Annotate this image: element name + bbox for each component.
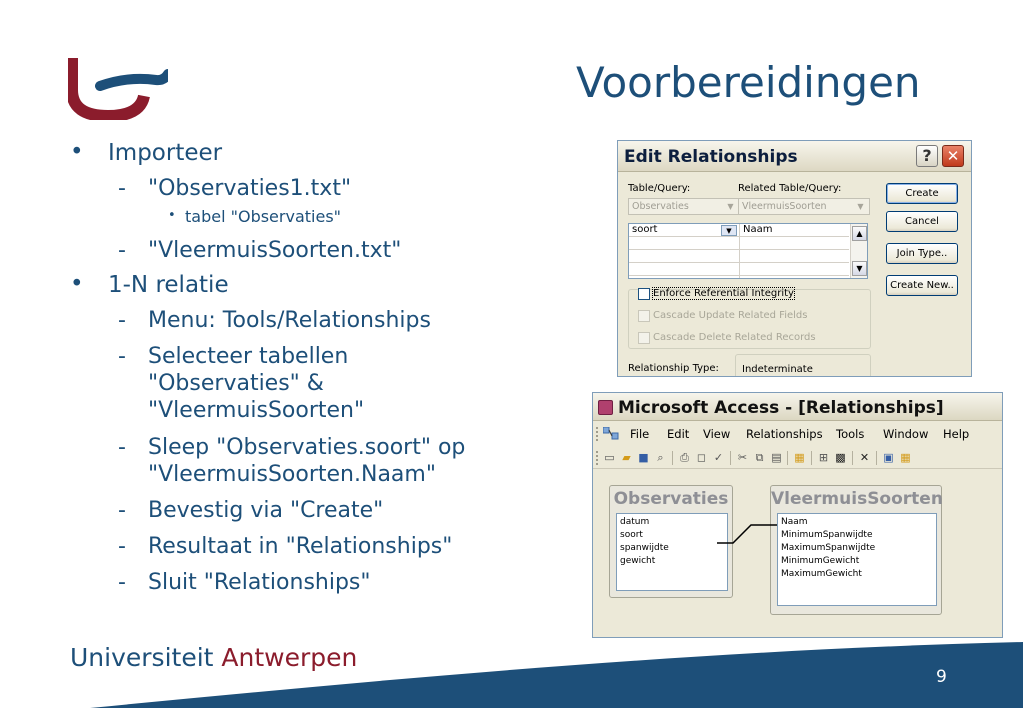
bullet-dot-icon: •: [70, 139, 84, 165]
field-item[interactable]: spanwijdte: [620, 543, 669, 553]
edit-relationships-dialog: [617, 140, 972, 377]
cut-icon[interactable]: ✂: [737, 451, 748, 464]
cancel-button[interactable]: Cancel: [886, 211, 958, 232]
print-preview-icon[interactable]: ◻: [696, 451, 707, 464]
field-item[interactable]: MaximumSpanwijdte: [781, 543, 876, 553]
window-title: Microsoft Access - [Relationships]: [618, 398, 944, 418]
related-table-label: Related Table/Query:: [738, 183, 842, 194]
help-button[interactable]: ?: [916, 145, 938, 167]
menu-edit[interactable]: Edit: [667, 427, 690, 441]
print-icon[interactable]: ⎙: [680, 451, 689, 464]
close-button[interactable]: ✕: [942, 145, 964, 167]
join-type-button[interactable]: Join Type..: [886, 243, 958, 264]
search-icon[interactable]: ⌕: [657, 451, 664, 464]
table-query-select[interactable]: Observaties ▼: [628, 198, 740, 215]
menu-tools[interactable]: Tools: [836, 427, 865, 441]
grid-scrollbar[interactable]: [850, 224, 867, 278]
field-item[interactable]: datum: [620, 517, 650, 527]
page-number: 9: [936, 667, 947, 687]
paste-icon[interactable]: ▤: [771, 451, 782, 464]
field-mapping-grid: [628, 223, 868, 279]
menu-file[interactable]: File: [630, 427, 650, 441]
field-item[interactable]: soort: [620, 530, 643, 540]
menu-help[interactable]: Help: [943, 427, 970, 441]
field-item[interactable]: Naam: [781, 517, 808, 527]
slide-title: Voorbereidingen: [576, 58, 921, 107]
university-logo: [68, 50, 168, 120]
chevron-down-icon: ▼: [727, 202, 734, 211]
field-item[interactable]: MinimumSpanwijdte: [781, 530, 873, 540]
field-item[interactable]: MaximumGewicht: [781, 569, 862, 579]
table-title: VleermuisSoorten: [771, 489, 943, 509]
cascade-delete-label: Cascade Delete Related Records: [653, 332, 816, 343]
dialog-title: Edit Relationships: [624, 147, 798, 167]
show-direct-icon[interactable]: ⊞: [818, 451, 829, 464]
database-window-icon[interactable]: ▣: [883, 451, 894, 464]
enforce-integrity-checkbox[interactable]: [638, 288, 650, 300]
field-item[interactable]: gewicht: [620, 556, 656, 566]
field-item[interactable]: MinimumGewicht: [781, 556, 860, 566]
relationship-join-line[interactable]: [593, 393, 1003, 638]
menu-view[interactable]: View: [703, 427, 731, 441]
new-object-icon[interactable]: ▦: [900, 451, 911, 464]
menu-window[interactable]: Window: [883, 427, 929, 441]
copy-icon[interactable]: ⧉: [755, 451, 764, 464]
table-title: Observaties: [613, 489, 729, 509]
bullet-dot-icon: •: [70, 271, 84, 297]
university-name: Universiteit Antwerpen: [70, 643, 358, 672]
related-table-select[interactable]: VleermuisSoorten ▼: [738, 198, 870, 215]
scroll-down-icon[interactable]: ▼: [852, 261, 867, 276]
bullet-dot-icon: •: [168, 208, 176, 223]
relationship-type-label: Relationship Type:: [628, 363, 719, 374]
show-table-icon[interactable]: ▦: [794, 451, 805, 464]
create-button[interactable]: Create: [886, 183, 958, 204]
cascade-update-checkbox[interactable]: [638, 310, 650, 322]
open-icon[interactable]: ▰: [622, 451, 631, 464]
scroll-up-icon[interactable]: ▲: [852, 226, 867, 241]
grid-divider: [739, 224, 740, 278]
save-icon[interactable]: ■: [638, 451, 649, 464]
chevron-down-icon[interactable]: ▼: [721, 225, 737, 236]
table-query-label: Table/Query:: [628, 183, 691, 194]
left-field-cell: soort: [632, 224, 658, 235]
right-field-cell: Naam: [743, 224, 773, 235]
create-new-button[interactable]: Create New..: [886, 275, 958, 296]
delete-icon[interactable]: ✕: [859, 451, 870, 464]
cascade-delete-checkbox[interactable]: [638, 332, 650, 344]
show-all-icon[interactable]: ▩: [835, 451, 846, 464]
enforce-integrity-label: Enforce Referential Integrity: [653, 288, 794, 299]
menu-relationships[interactable]: Relationships: [746, 427, 823, 441]
new-icon[interactable]: ▭: [604, 451, 615, 464]
relationship-type-value: Indeterminate: [735, 354, 871, 377]
dialog-titlebar: [618, 141, 971, 172]
chevron-down-icon: ▼: [857, 202, 864, 211]
access-relationships-window: [592, 392, 1003, 638]
cascade-update-label: Cascade Update Related Fields: [653, 310, 808, 321]
spelling-icon[interactable]: ✓: [713, 451, 724, 464]
